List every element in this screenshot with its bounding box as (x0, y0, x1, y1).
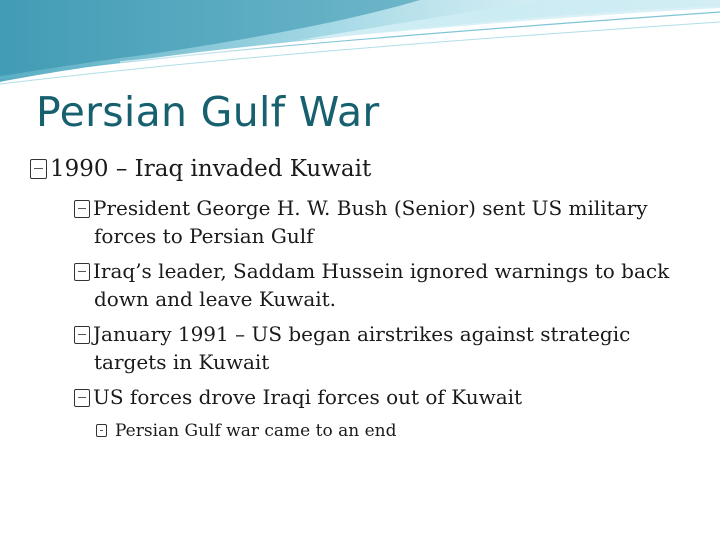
bullet-level2 (74, 385, 522, 409)
bullet-continuation-text: targets in Kuwait (94, 350, 270, 374)
bullet-text: Persian Gulf war came to an end (115, 421, 397, 441)
bullet-level2 (74, 322, 630, 346)
bullet-level2 (74, 196, 648, 220)
missing-glyph-box-icon (74, 389, 90, 407)
bullet-level3 (96, 421, 396, 441)
bullet-continuation-text: down and leave Kuwait. (94, 287, 337, 311)
slide-title: Persian Gulf War (36, 88, 380, 136)
bullet-text: Iraq’s leader, Saddam Hussein ignored warnings to back (93, 259, 670, 283)
missing-glyph-box-icon (96, 424, 107, 437)
bullet-continuation (94, 287, 336, 311)
bullet-text: President George H. W. Bush (Senior) sent US military (93, 196, 648, 220)
header-wave-decoration (0, 0, 720, 90)
missing-glyph-box-icon (74, 263, 90, 281)
bullet-continuation (94, 350, 269, 374)
bullet-continuation-text: forces to Persian Gulf (94, 224, 314, 248)
bullet-level2 (74, 259, 669, 283)
bullet-text: 1990 – Iraq invaded Kuwait (50, 156, 372, 182)
bullet-text: US forces drove Iraqi forces out of Kuwait (93, 385, 523, 409)
missing-glyph-box-icon (74, 200, 90, 218)
bullet-continuation (94, 224, 314, 248)
missing-glyph-box-icon (74, 326, 90, 344)
bullet-level1 (30, 156, 371, 182)
bullet-text: January 1991 – US began airstrikes against strategic (93, 322, 631, 346)
missing-glyph-box-icon (30, 159, 47, 179)
